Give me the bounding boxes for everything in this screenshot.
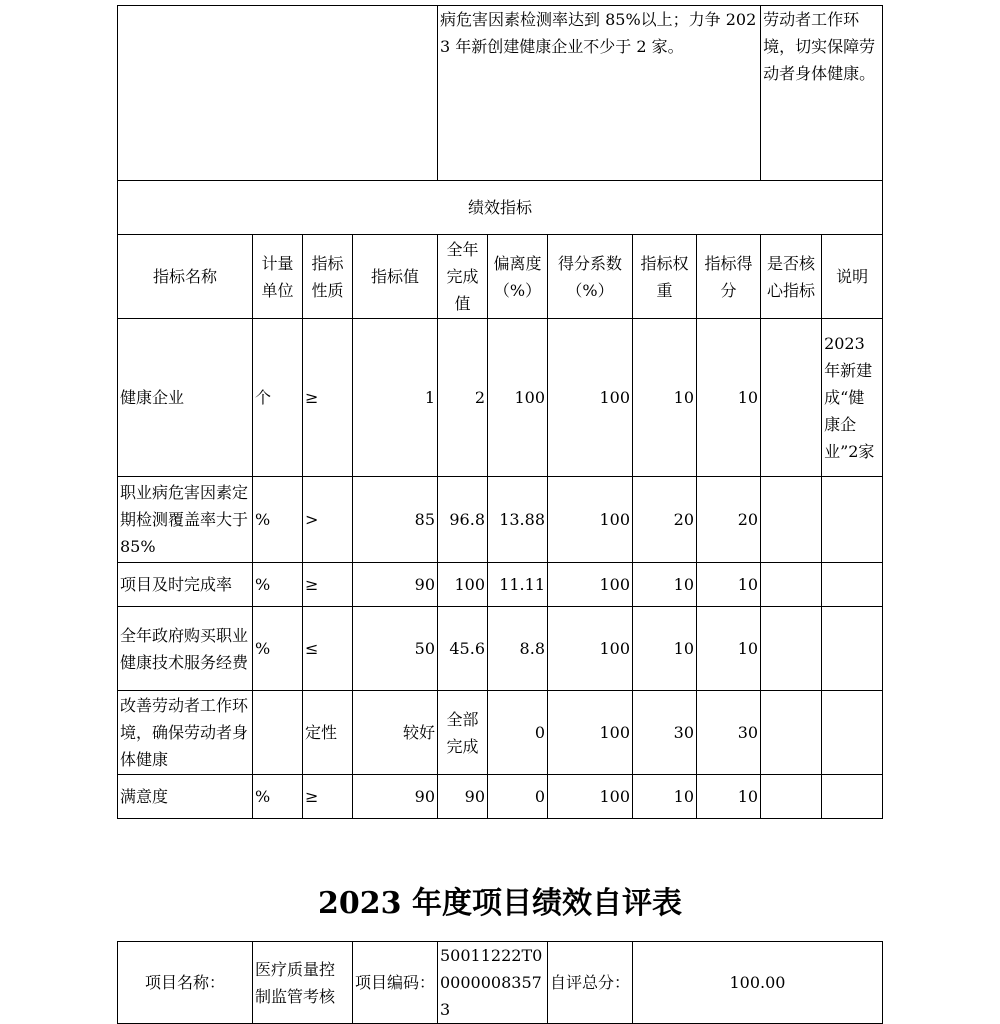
weight-cell: 10 xyxy=(633,607,697,691)
nature-cell: ≤ xyxy=(303,607,353,691)
unit-cell: 个 xyxy=(253,319,303,477)
performance-table xyxy=(117,5,883,819)
header-cell: 指标得分 xyxy=(697,235,761,319)
core-cell xyxy=(761,607,822,691)
nature-cell: 定性 xyxy=(303,691,353,775)
core-cell xyxy=(761,477,822,563)
table-row xyxy=(118,775,883,819)
header-cell: 指标值 xyxy=(353,235,438,319)
indicator-name: 改善劳动者工作环境，确保劳动者身体健康 xyxy=(118,691,253,775)
unit-cell: % xyxy=(253,563,303,607)
actual-cell: 100 xyxy=(438,563,488,607)
nature-cell: ≥ xyxy=(303,775,353,819)
project-name-label: 项目名称： xyxy=(118,942,253,1024)
table-row xyxy=(118,563,883,607)
core-cell xyxy=(761,775,822,819)
unit-cell: % xyxy=(253,607,303,691)
target-row xyxy=(118,6,883,181)
coef-cell: 100 xyxy=(548,477,633,563)
unit-cell: % xyxy=(253,477,303,563)
deviation-cell: 13.88 xyxy=(488,477,548,563)
note-cell xyxy=(822,607,883,691)
note-cell xyxy=(822,775,883,819)
actual-cell: 全部完成 xyxy=(438,691,488,775)
nature-cell: > xyxy=(303,477,353,563)
coef-cell: 100 xyxy=(548,563,633,607)
header-cell: 指标名称 xyxy=(118,235,253,319)
score-cell: 10 xyxy=(697,563,761,607)
target-text-cell-2: 劳动者工作环境，切实保障劳动者身体健康。 xyxy=(761,6,883,181)
weight-cell: 20 xyxy=(633,477,697,563)
actual-cell: 2 xyxy=(438,319,488,477)
table-row xyxy=(118,319,883,477)
target-cell: 90 xyxy=(353,775,438,819)
header-cell: 说明 xyxy=(822,235,883,319)
note-cell: 2023年新建成“健康企业”2家 xyxy=(822,319,883,477)
nature-cell: ≥ xyxy=(303,319,353,477)
core-cell xyxy=(761,691,822,775)
header-row xyxy=(118,235,883,319)
score-cell: 20 xyxy=(697,477,761,563)
weight-cell: 30 xyxy=(633,691,697,775)
coef-cell: 100 xyxy=(548,607,633,691)
target-blank-cell xyxy=(118,6,438,181)
actual-cell: 45.6 xyxy=(438,607,488,691)
nature-cell: ≥ xyxy=(303,563,353,607)
unit-cell: % xyxy=(253,775,303,819)
target-cell: 90 xyxy=(353,563,438,607)
header-cell: 偏离度（%） xyxy=(488,235,548,319)
header-cell: 全年完成值 xyxy=(438,235,488,319)
target-cell: 1 xyxy=(353,319,438,477)
total-score-label: 自评总分： xyxy=(548,942,633,1024)
indicator-name: 健康企业 xyxy=(118,319,253,477)
table-row xyxy=(118,607,883,691)
deviation-cell: 8.8 xyxy=(488,607,548,691)
table-row xyxy=(118,477,883,563)
target-cell: 较好 xyxy=(353,691,438,775)
section-header: 绩效指标 xyxy=(118,181,883,235)
header-cell: 得分系数（%） xyxy=(548,235,633,319)
target-cell: 85 xyxy=(353,477,438,563)
deviation-cell: 11.11 xyxy=(488,563,548,607)
header-cell: 计量单位 xyxy=(253,235,303,319)
core-cell xyxy=(761,319,822,477)
project-name-value: 医疗质量控制监管考核 xyxy=(253,942,353,1024)
project-code-label: 项目编码： xyxy=(353,942,438,1024)
project-code-value: 50011222T000000083573 xyxy=(438,942,548,1024)
header-cell: 指标性质 xyxy=(303,235,353,319)
deviation-cell: 0 xyxy=(488,775,548,819)
note-cell xyxy=(822,563,883,607)
deviation-cell: 100 xyxy=(488,319,548,477)
page-title: 2023 年度项目绩效自评表 xyxy=(318,886,682,921)
total-score-value: 100.00 xyxy=(633,942,883,1024)
note-cell xyxy=(822,691,883,775)
weight-cell: 10 xyxy=(633,319,697,477)
header-cell: 指标权重 xyxy=(633,235,697,319)
unit-cell xyxy=(253,691,303,775)
deviation-cell: 0 xyxy=(488,691,548,775)
indicator-name: 满意度 xyxy=(118,775,253,819)
weight-cell: 10 xyxy=(633,775,697,819)
table-row xyxy=(118,691,883,775)
core-cell xyxy=(761,563,822,607)
score-cell: 10 xyxy=(697,607,761,691)
indicator-name: 项目及时完成率 xyxy=(118,563,253,607)
score-cell: 10 xyxy=(697,775,761,819)
indicator-name: 职业病危害因素定期检测覆盖率大于 85% xyxy=(118,477,253,563)
project-info-table xyxy=(117,941,883,1024)
note-cell xyxy=(822,477,883,563)
weight-cell: 10 xyxy=(633,563,697,607)
indicator-name: 全年政府购买职业健康技术服务经费 xyxy=(118,607,253,691)
score-cell: 30 xyxy=(697,691,761,775)
actual-cell: 96.8 xyxy=(438,477,488,563)
header-cell: 是否核心指标 xyxy=(761,235,822,319)
score-cell: 10 xyxy=(697,319,761,477)
actual-cell: 90 xyxy=(438,775,488,819)
target-cell: 50 xyxy=(353,607,438,691)
coef-cell: 100 xyxy=(548,319,633,477)
coef-cell: 100 xyxy=(548,691,633,775)
target-text-cell: 病危害因素检测率达到 85%以上；力争 2023 年新创建健康企业不少于 2 家。 xyxy=(438,6,761,181)
coef-cell: 100 xyxy=(548,775,633,819)
